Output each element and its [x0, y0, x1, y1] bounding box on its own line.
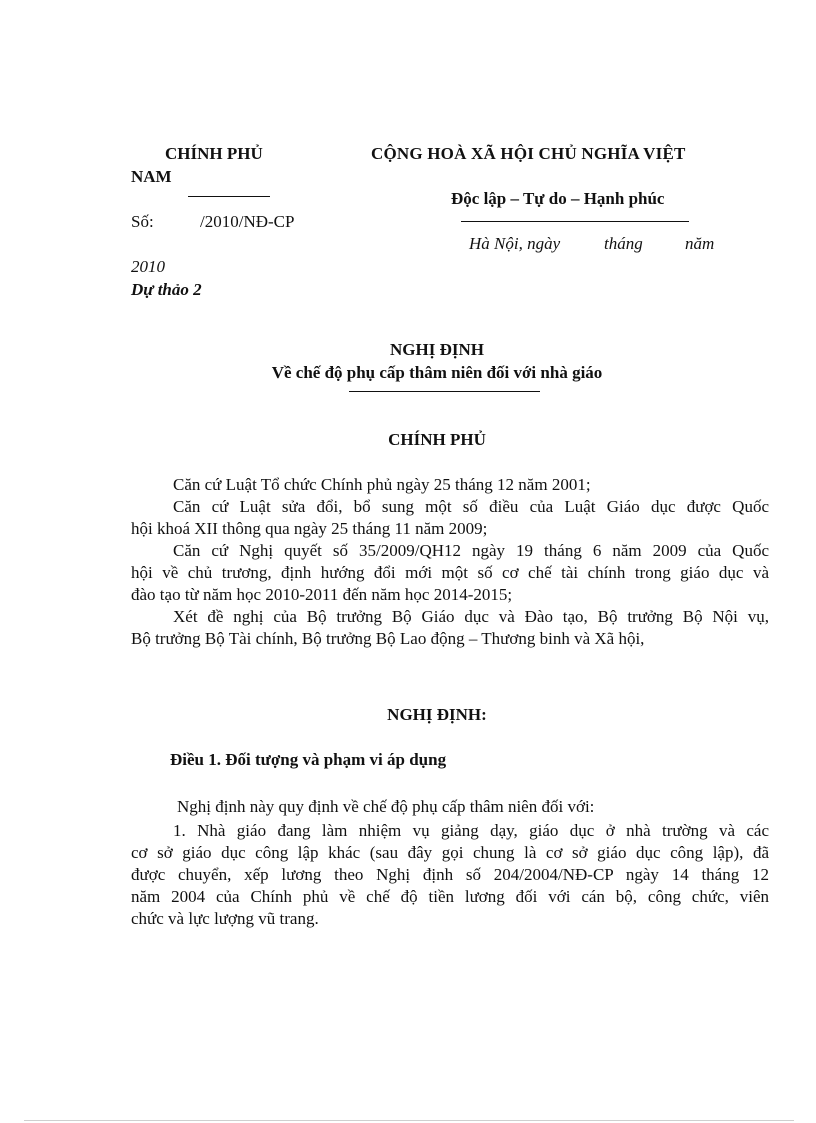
- motto-underline: [461, 221, 689, 222]
- preamble-line: Xét đề nghị của Bộ trưởng Bộ Giáo dục và Đào tạo, Bộ trưởng Bộ Nội vụ,: [173, 607, 769, 626]
- agency-underline: [188, 196, 270, 197]
- article-1-item-1: [131, 820, 769, 930]
- date-year-value: 2010: [131, 257, 165, 276]
- decree-type: NGHỊ ĐỊNH: [390, 340, 484, 359]
- motto: Độc lập – Tự do – Hạnh phúc: [451, 189, 665, 208]
- preamble-line: Căn cứ Luật sửa đổi, bổ sung một số điều của Luật Giáo dục được Quốc: [173, 497, 769, 516]
- article-line: 1. Nhà giáo đang làm nhiệm vụ giảng dạy, giáo dục ở nhà trường và các: [173, 821, 769, 840]
- preamble-line: đào tạo từ năm học 2010-2011 đến năm học 2014-2015;: [131, 585, 513, 604]
- date-place: Hà Nội, ngày: [469, 234, 561, 253]
- preamble-line: Căn cứ Nghị quyết số 35/2009/QH12 ngày 19 tháng 6 năm 2009 của Quốc: [173, 541, 769, 560]
- issuing-agency: CHÍNH PHỦ: [165, 144, 263, 163]
- article-line: cơ sở giáo dục công lập khác (sau đây gọi chung là cơ sở giáo dục công lập), đã: [131, 843, 769, 862]
- preamble-line: Căn cứ Luật Tổ chức Chính phủ ngày 25 tháng 12 năm 2001;: [173, 475, 591, 494]
- article-1-intro: Nghị định này quy định về chế độ phụ cấp thâm niên đối với:: [177, 797, 595, 816]
- preamble-line: hội về chủ trương, định hướng đổi mới một số cơ chế tài chính trong giáo dục và: [131, 563, 769, 582]
- article-line: chức và lực lượng vũ trang.: [131, 909, 319, 928]
- draft-label: Dự thảo 2: [131, 280, 202, 299]
- preamble-line: Bộ trưởng Bộ Tài chính, Bộ trưởng Bộ Lao động – Thương binh và Xã hội,: [131, 629, 645, 648]
- decree-subject: Về chế độ phụ cấp thâm niên đối với nhà giáo: [271, 363, 603, 382]
- page-edge: [24, 1120, 794, 1121]
- nation-title-wrap: NAM: [131, 167, 172, 186]
- nation-title: CỘNG HOÀ XÃ HỘI CHỦ NGHĨA VIỆT: [371, 144, 686, 163]
- number-label: Số:: [131, 212, 154, 231]
- article-1-title: Điều 1. Đối tượng và phạm vi áp dụng: [170, 750, 447, 769]
- decides-heading: NGHỊ ĐỊNH:: [387, 705, 487, 724]
- preamble-line: hội khoá XII thông qua ngày 25 tháng 11 năm 2009;: [131, 519, 488, 538]
- title-underline: [349, 391, 540, 392]
- issuer-heading: CHÍNH PHỦ: [388, 430, 486, 449]
- date-month: tháng: [604, 234, 643, 253]
- document-number: /2010/NĐ-CP: [200, 212, 295, 231]
- preamble: [131, 474, 769, 650]
- date-year: năm: [685, 234, 715, 253]
- article-line: được chuyển, xếp lương theo Nghị định số 204/2004/NĐ-CP ngày 14 tháng 12: [131, 865, 769, 884]
- article-line: năm 2004 của Chính phủ về chế độ tiền lương đối với cán bộ, công chức, viên: [131, 887, 769, 906]
